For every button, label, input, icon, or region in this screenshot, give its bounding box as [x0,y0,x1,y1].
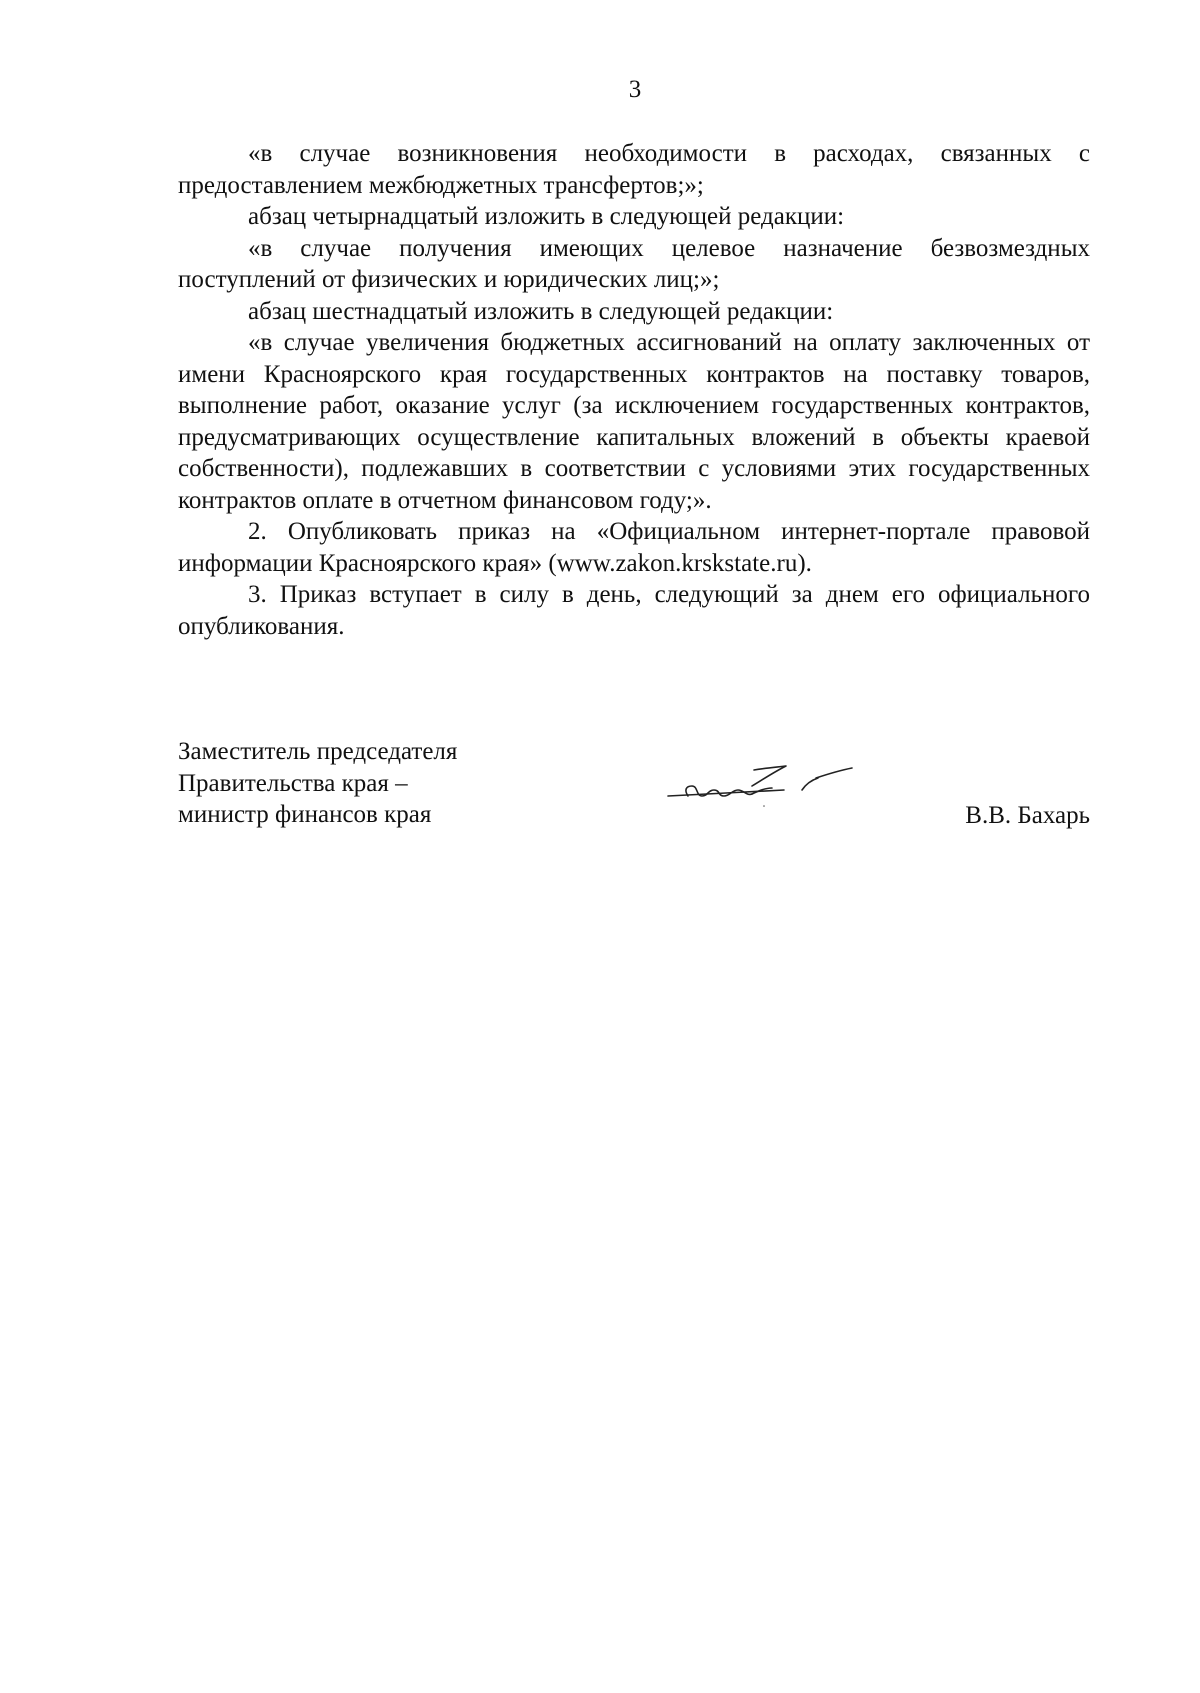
signatory-name: В.В. Бахарь [965,802,1090,829]
paragraph-amend-fourteenth: абзац четырнадцатый изложить в следующей редакции: [248,203,845,230]
paragraph-amend-sixteenth: абзац шестнадцатый изложить в следующей редакции: [248,297,834,325]
paragraph-publish-order: 2. Опубликовать приказ на «Официальном интернет-портале правовой информации Красноярского края» (www.zakon.krskstate.ru). [178,518,1090,577]
signatory-title-line: Правительства края – [178,769,408,797]
signatory-title-line: Заместитель председателя [178,738,458,765]
paragraph-quote-transfers: «в случае возникновения необходимости в расходах, связанных с предоставлением межбюджетных трансфертов;»; [178,140,1090,199]
signatory-title-line: министр финансов края [178,801,432,828]
paragraph-effective-date: 3. Приказ вступает в силу в день, следующий за днем его официального опубликования. [178,581,1090,640]
handwritten-signature [666,750,856,810]
page-number: 3 [628,76,642,103]
document-body [178,138,1090,642]
signatory-title [178,736,457,831]
paragraph-quote-donations: «в случае получения имеющих целевое назначение безвозмездных поступлений от физических и юридических лиц;»; [178,234,1090,293]
paragraph-quote-contracts: «в случае увеличения бюджетных ассигнований на оплату заключенных от имени Красноярского края государственных контрактов на поставку товаров, выполнение работ, оказание услуг (за исключением государственных контрактов, предусматривающих осуществление капитальных вложений в объекты краевой собственности), подлежавших в соответствии с условиями этих государственных контрактов оплате в отчетном финансовом году;». [178,329,1090,514]
signature-block [178,736,1090,846]
